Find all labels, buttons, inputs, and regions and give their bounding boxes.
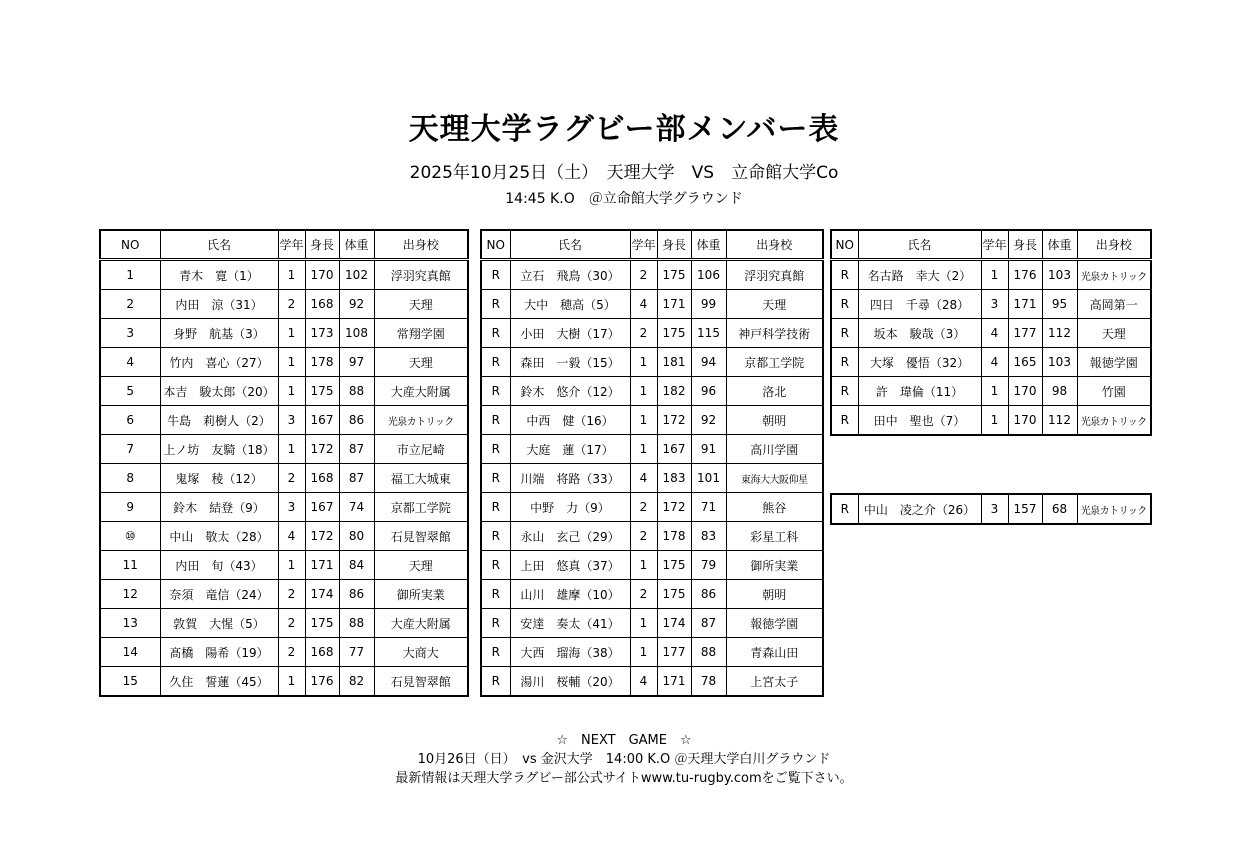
cell-school: 光泉カトリック <box>1077 406 1151 436</box>
header-grade: 学年 <box>278 230 305 260</box>
header-school: 出身校 <box>374 230 468 260</box>
table-row <box>481 667 823 697</box>
cell-name: 中山 凌之介（26） <box>858 494 981 524</box>
extra-reserve-table <box>830 493 1152 525</box>
cell-height: 157 <box>1008 494 1042 524</box>
cell-school: 大商大 <box>374 638 468 667</box>
table-row <box>481 260 823 290</box>
cell-weight: 106 <box>691 260 726 290</box>
cell-height: 175 <box>305 377 339 406</box>
cell-height: 170 <box>1008 377 1042 406</box>
cell-school: 京都工学院 <box>726 348 823 377</box>
cell-grade: 4 <box>278 522 305 551</box>
cell-name: 大塚 優悟（32） <box>858 348 981 377</box>
cell-height: 182 <box>657 377 691 406</box>
cell-school: 福工大城東 <box>374 464 468 493</box>
cell-grade: 1 <box>981 406 1008 436</box>
cell-weight: 108 <box>339 319 374 348</box>
cell-no: 11 <box>100 551 160 580</box>
table-row <box>100 319 468 348</box>
cell-name: 中山 敬太（28） <box>160 522 278 551</box>
table-row <box>481 522 823 551</box>
header-grade: 学年 <box>630 230 657 260</box>
header-no: NO <box>481 230 510 260</box>
header-school: 出身校 <box>1077 230 1151 260</box>
cell-height: 170 <box>1008 406 1042 436</box>
cell-name: 大中 穂高（5） <box>510 290 630 319</box>
cell-grade: 2 <box>630 260 657 290</box>
cell-weight: 115 <box>691 319 726 348</box>
cell-height: 171 <box>305 551 339 580</box>
cell-grade: 3 <box>278 493 305 522</box>
cell-no: ⑩ <box>100 522 160 551</box>
cell-no: R <box>481 551 510 580</box>
header-no: NO <box>831 230 858 260</box>
cell-no: 14 <box>100 638 160 667</box>
table-row <box>481 377 823 406</box>
header-weight: 体重 <box>1042 230 1077 260</box>
cell-weight: 91 <box>691 435 726 464</box>
cell-height: 167 <box>305 406 339 435</box>
table-row <box>481 290 823 319</box>
cell-no: R <box>481 493 510 522</box>
cell-height: 168 <box>305 638 339 667</box>
cell-weight: 71 <box>691 493 726 522</box>
cell-weight: 102 <box>339 260 374 290</box>
cell-school: 御所実業 <box>374 580 468 609</box>
cell-school: 光泉カトリック <box>1077 260 1151 290</box>
cell-school: 朝明 <box>726 580 823 609</box>
cell-name: 鈴木 悠介（12） <box>510 377 630 406</box>
reserves-table <box>480 229 824 697</box>
cell-height: 174 <box>657 609 691 638</box>
cell-grade: 3 <box>981 290 1008 319</box>
cell-weight: 88 <box>339 609 374 638</box>
cell-name: 大西 瑠海（38） <box>510 638 630 667</box>
table-row <box>100 551 468 580</box>
cell-name: 久住 誓蓮（45） <box>160 667 278 697</box>
header-height: 身長 <box>305 230 339 260</box>
cell-weight: 97 <box>339 348 374 377</box>
cell-no: R <box>481 348 510 377</box>
cell-no: R <box>481 580 510 609</box>
cell-name: 森田 一毅（15） <box>510 348 630 377</box>
cell-weight: 88 <box>339 377 374 406</box>
cell-name: 髙橋 陽希（19） <box>160 638 278 667</box>
cell-height: 171 <box>1008 290 1042 319</box>
cell-grade: 4 <box>981 319 1008 348</box>
cell-school: 大産大附属 <box>374 609 468 638</box>
cell-grade: 2 <box>278 609 305 638</box>
cell-school: 天理 <box>374 290 468 319</box>
table-row <box>831 260 1151 290</box>
table-row <box>481 638 823 667</box>
cell-school: 彩星工科 <box>726 522 823 551</box>
cell-school: 神戸科学技術 <box>726 319 823 348</box>
cell-no: R <box>831 319 858 348</box>
cell-name: 敦賀 大惺（5） <box>160 609 278 638</box>
cell-name: 牛島 莉樹人（2） <box>160 406 278 435</box>
cell-school: 東海大大阪仰星 <box>726 464 823 493</box>
cell-no: 5 <box>100 377 160 406</box>
cell-no: R <box>831 260 858 290</box>
cell-height: 175 <box>657 319 691 348</box>
table-row <box>831 290 1151 319</box>
cell-name: 身野 航基（3） <box>160 319 278 348</box>
cell-name: 名古路 幸大（2） <box>858 260 981 290</box>
cell-grade: 1 <box>630 406 657 435</box>
cell-no: R <box>481 638 510 667</box>
table-row <box>100 406 468 435</box>
cell-no: R <box>481 435 510 464</box>
table-row <box>100 260 468 290</box>
cell-grade: 2 <box>278 290 305 319</box>
cell-weight: 94 <box>691 348 726 377</box>
cell-height: 171 <box>657 290 691 319</box>
cell-name: 上ノ坊 友騎（18） <box>160 435 278 464</box>
cell-school: 報徳学園 <box>1077 348 1151 377</box>
cell-grade: 1 <box>278 551 305 580</box>
cell-no: 12 <box>100 580 160 609</box>
cell-weight: 95 <box>1042 290 1077 319</box>
cell-grade: 1 <box>630 348 657 377</box>
cell-height: 175 <box>657 260 691 290</box>
cell-weight: 86 <box>691 580 726 609</box>
cell-no: 1 <box>100 260 160 290</box>
cell-height: 172 <box>305 435 339 464</box>
header-grade: 学年 <box>981 230 1008 260</box>
cell-school: 天理 <box>726 290 823 319</box>
cell-height: 173 <box>305 319 339 348</box>
cell-weight: 103 <box>1042 260 1077 290</box>
cell-name: 竹内 喜心（27） <box>160 348 278 377</box>
cell-height: 178 <box>657 522 691 551</box>
cell-no: 7 <box>100 435 160 464</box>
table-row <box>481 348 823 377</box>
header-height: 身長 <box>657 230 691 260</box>
cell-name: 鬼塚 稜（12） <box>160 464 278 493</box>
table-row <box>100 290 468 319</box>
table-row <box>100 348 468 377</box>
table-row <box>481 435 823 464</box>
cell-weight: 80 <box>339 522 374 551</box>
cell-height: 167 <box>305 493 339 522</box>
cell-height: 168 <box>305 464 339 493</box>
cell-height: 175 <box>657 551 691 580</box>
cell-grade: 2 <box>630 522 657 551</box>
cell-height: 181 <box>657 348 691 377</box>
cell-name: 田中 聖也（7） <box>858 406 981 436</box>
cell-height: 170 <box>305 260 339 290</box>
cell-no: R <box>481 260 510 290</box>
page-title: 天理大学ラグビー部メンバー表 <box>408 112 840 147</box>
table-row <box>831 319 1151 348</box>
cell-weight: 103 <box>1042 348 1077 377</box>
cell-no: R <box>481 319 510 348</box>
cell-school: 熊谷 <box>726 493 823 522</box>
cell-name: 許 瑋倫（11） <box>858 377 981 406</box>
cell-name: 本吉 駿太郎（20） <box>160 377 278 406</box>
table-row <box>100 377 468 406</box>
table-row <box>481 580 823 609</box>
cell-height: 165 <box>1008 348 1042 377</box>
cell-height: 167 <box>657 435 691 464</box>
header-row <box>100 230 468 260</box>
table-row <box>831 377 1151 406</box>
cell-weight: 88 <box>691 638 726 667</box>
starters-table <box>99 229 469 697</box>
header-name: 氏名 <box>858 230 981 260</box>
header-name: 氏名 <box>510 230 630 260</box>
cell-weight: 78 <box>691 667 726 697</box>
cell-no: 6 <box>100 406 160 435</box>
cell-height: 177 <box>657 638 691 667</box>
cell-height: 183 <box>657 464 691 493</box>
cell-weight: 112 <box>1042 319 1077 348</box>
cell-height: 176 <box>1008 260 1042 290</box>
cell-name: 四日 千尋（28） <box>858 290 981 319</box>
website-info: 最新情報は天理大学ラグビー部公式サイトwww.tu-rugby.comをご覧下さい。 <box>395 771 853 786</box>
cell-no: R <box>831 348 858 377</box>
cell-weight: 96 <box>691 377 726 406</box>
cell-no: R <box>481 290 510 319</box>
cell-no: R <box>481 667 510 697</box>
cell-name: 永山 玄己（29） <box>510 522 630 551</box>
cell-grade: 1 <box>630 609 657 638</box>
cell-name: 内田 涼（31） <box>160 290 278 319</box>
cell-school: 洛北 <box>726 377 823 406</box>
cell-weight: 87 <box>339 464 374 493</box>
cell-no: 4 <box>100 348 160 377</box>
next-game-info: 10月26日（日） vs 金沢大学 14:00 K.O ＠天理大学白川グラウンド <box>417 752 831 767</box>
cell-name: 奈須 竜信（24） <box>160 580 278 609</box>
cell-no: R <box>481 609 510 638</box>
cell-name: 安達 奏太（41） <box>510 609 630 638</box>
cell-name: 川端 将路（33） <box>510 464 630 493</box>
cell-grade: 1 <box>981 260 1008 290</box>
table-row <box>481 609 823 638</box>
header-school: 出身校 <box>726 230 823 260</box>
cell-height: 176 <box>305 667 339 697</box>
table-row <box>100 464 468 493</box>
cell-grade: 2 <box>278 638 305 667</box>
cell-name: 内田 旬（43） <box>160 551 278 580</box>
match-info: 2025年10月25日（土） 天理大学 VS 立命館大学Co <box>409 163 839 183</box>
table-row <box>481 319 823 348</box>
cell-name: 立石 飛鳥（30） <box>510 260 630 290</box>
cell-grade: 2 <box>278 464 305 493</box>
cell-school: 天理 <box>374 551 468 580</box>
cell-height: 178 <box>305 348 339 377</box>
reserves2-table <box>830 229 1152 436</box>
header-row <box>831 230 1151 260</box>
header-no: NO <box>100 230 160 260</box>
cell-no: 2 <box>100 290 160 319</box>
cell-school: 京都工学院 <box>374 493 468 522</box>
cell-weight: 112 <box>1042 406 1077 436</box>
cell-grade: 1 <box>278 667 305 697</box>
cell-grade: 1 <box>630 638 657 667</box>
cell-height: 172 <box>657 406 691 435</box>
cell-no: R <box>831 494 858 524</box>
cell-grade: 1 <box>981 377 1008 406</box>
cell-school: 光泉カトリック <box>1077 494 1151 524</box>
cell-school: 高川学園 <box>726 435 823 464</box>
cell-grade: 1 <box>278 377 305 406</box>
header-height: 身長 <box>1008 230 1042 260</box>
cell-no: R <box>481 464 510 493</box>
table-row <box>100 435 468 464</box>
cell-school: 大産大附属 <box>374 377 468 406</box>
table-row <box>100 493 468 522</box>
cell-no: R <box>481 377 510 406</box>
cell-name: 小田 大樹（17） <box>510 319 630 348</box>
cell-height: 171 <box>657 667 691 697</box>
table-row <box>100 580 468 609</box>
cell-grade: 4 <box>630 667 657 697</box>
cell-weight: 99 <box>691 290 726 319</box>
cell-grade: 3 <box>981 494 1008 524</box>
cell-weight: 68 <box>1042 494 1077 524</box>
cell-weight: 84 <box>339 551 374 580</box>
cell-no: 9 <box>100 493 160 522</box>
cell-school: 石見智翠館 <box>374 667 468 697</box>
cell-no: R <box>481 406 510 435</box>
cell-school: 石見智翠館 <box>374 522 468 551</box>
table-row <box>481 493 823 522</box>
cell-weight: 92 <box>691 406 726 435</box>
cell-grade: 1 <box>278 348 305 377</box>
cell-grade: 4 <box>981 348 1008 377</box>
cell-grade: 1 <box>630 551 657 580</box>
kickoff-info: 14:45 K.O ＠立命館大学グラウンド <box>505 191 743 207</box>
cell-school: 青森山田 <box>726 638 823 667</box>
cell-height: 172 <box>657 493 691 522</box>
cell-height: 172 <box>305 522 339 551</box>
cell-name: 大庭 蓮（17） <box>510 435 630 464</box>
table-row <box>100 522 468 551</box>
cell-school: 浮羽究真館 <box>374 260 468 290</box>
table-row <box>100 609 468 638</box>
cell-no: 13 <box>100 609 160 638</box>
cell-no: 8 <box>100 464 160 493</box>
cell-grade: 2 <box>630 580 657 609</box>
cell-name: 坂本 駿哉（3） <box>858 319 981 348</box>
table-row <box>831 406 1151 436</box>
cell-weight: 77 <box>339 638 374 667</box>
cell-height: 175 <box>657 580 691 609</box>
header-weight: 体重 <box>339 230 374 260</box>
cell-school: 浮羽究真館 <box>726 260 823 290</box>
table-row <box>831 348 1151 377</box>
cell-weight: 98 <box>1042 377 1077 406</box>
cell-grade: 1 <box>630 377 657 406</box>
cell-name: 中西 健（16） <box>510 406 630 435</box>
cell-name: 山川 雄摩（10） <box>510 580 630 609</box>
cell-weight: 101 <box>691 464 726 493</box>
cell-school: 竹園 <box>1077 377 1151 406</box>
cell-no: 3 <box>100 319 160 348</box>
cell-school: 天理 <box>374 348 468 377</box>
cell-grade: 2 <box>630 319 657 348</box>
cell-no: R <box>831 377 858 406</box>
cell-weight: 86 <box>339 580 374 609</box>
cell-grade: 1 <box>630 435 657 464</box>
cell-weight: 87 <box>691 609 726 638</box>
cell-school: 市立尼崎 <box>374 435 468 464</box>
cell-school: 天理 <box>1077 319 1151 348</box>
cell-height: 177 <box>1008 319 1042 348</box>
cell-grade: 1 <box>278 319 305 348</box>
cell-weight: 79 <box>691 551 726 580</box>
next-game-heading: ☆ NEXT GAME ☆ <box>556 733 692 748</box>
table-row <box>100 667 468 697</box>
cell-school: 上宮太子 <box>726 667 823 697</box>
cell-grade: 2 <box>278 580 305 609</box>
cell-height: 175 <box>305 609 339 638</box>
cell-weight: 86 <box>339 406 374 435</box>
cell-no: R <box>481 522 510 551</box>
cell-weight: 92 <box>339 290 374 319</box>
cell-school: 朝明 <box>726 406 823 435</box>
header-name: 氏名 <box>160 230 278 260</box>
table-row <box>481 464 823 493</box>
cell-name: 鈴木 結登（9） <box>160 493 278 522</box>
table-row <box>481 551 823 580</box>
cell-no: R <box>831 290 858 319</box>
cell-no: 15 <box>100 667 160 697</box>
cell-grade: 3 <box>278 406 305 435</box>
cell-no: R <box>831 406 858 436</box>
header-row <box>481 230 823 260</box>
cell-name: 中野 力（9） <box>510 493 630 522</box>
cell-grade: 4 <box>630 290 657 319</box>
cell-weight: 74 <box>339 493 374 522</box>
cell-school: 光泉カトリック <box>374 406 468 435</box>
header-weight: 体重 <box>691 230 726 260</box>
cell-weight: 83 <box>691 522 726 551</box>
table-row <box>481 406 823 435</box>
cell-grade: 2 <box>630 493 657 522</box>
cell-school: 報徳学園 <box>726 609 823 638</box>
cell-grade: 1 <box>278 435 305 464</box>
cell-school: 御所実業 <box>726 551 823 580</box>
cell-school: 高岡第一 <box>1077 290 1151 319</box>
cell-grade: 1 <box>278 260 305 290</box>
cell-school: 常翔学園 <box>374 319 468 348</box>
table-row <box>100 638 468 667</box>
table-row <box>831 494 1151 524</box>
cell-height: 168 <box>305 290 339 319</box>
cell-grade: 4 <box>630 464 657 493</box>
cell-name: 湯川 桜輔（20） <box>510 667 630 697</box>
cell-name: 青木 寛（1） <box>160 260 278 290</box>
cell-weight: 87 <box>339 435 374 464</box>
cell-weight: 82 <box>339 667 374 697</box>
cell-height: 174 <box>305 580 339 609</box>
cell-name: 上田 悠真（37） <box>510 551 630 580</box>
